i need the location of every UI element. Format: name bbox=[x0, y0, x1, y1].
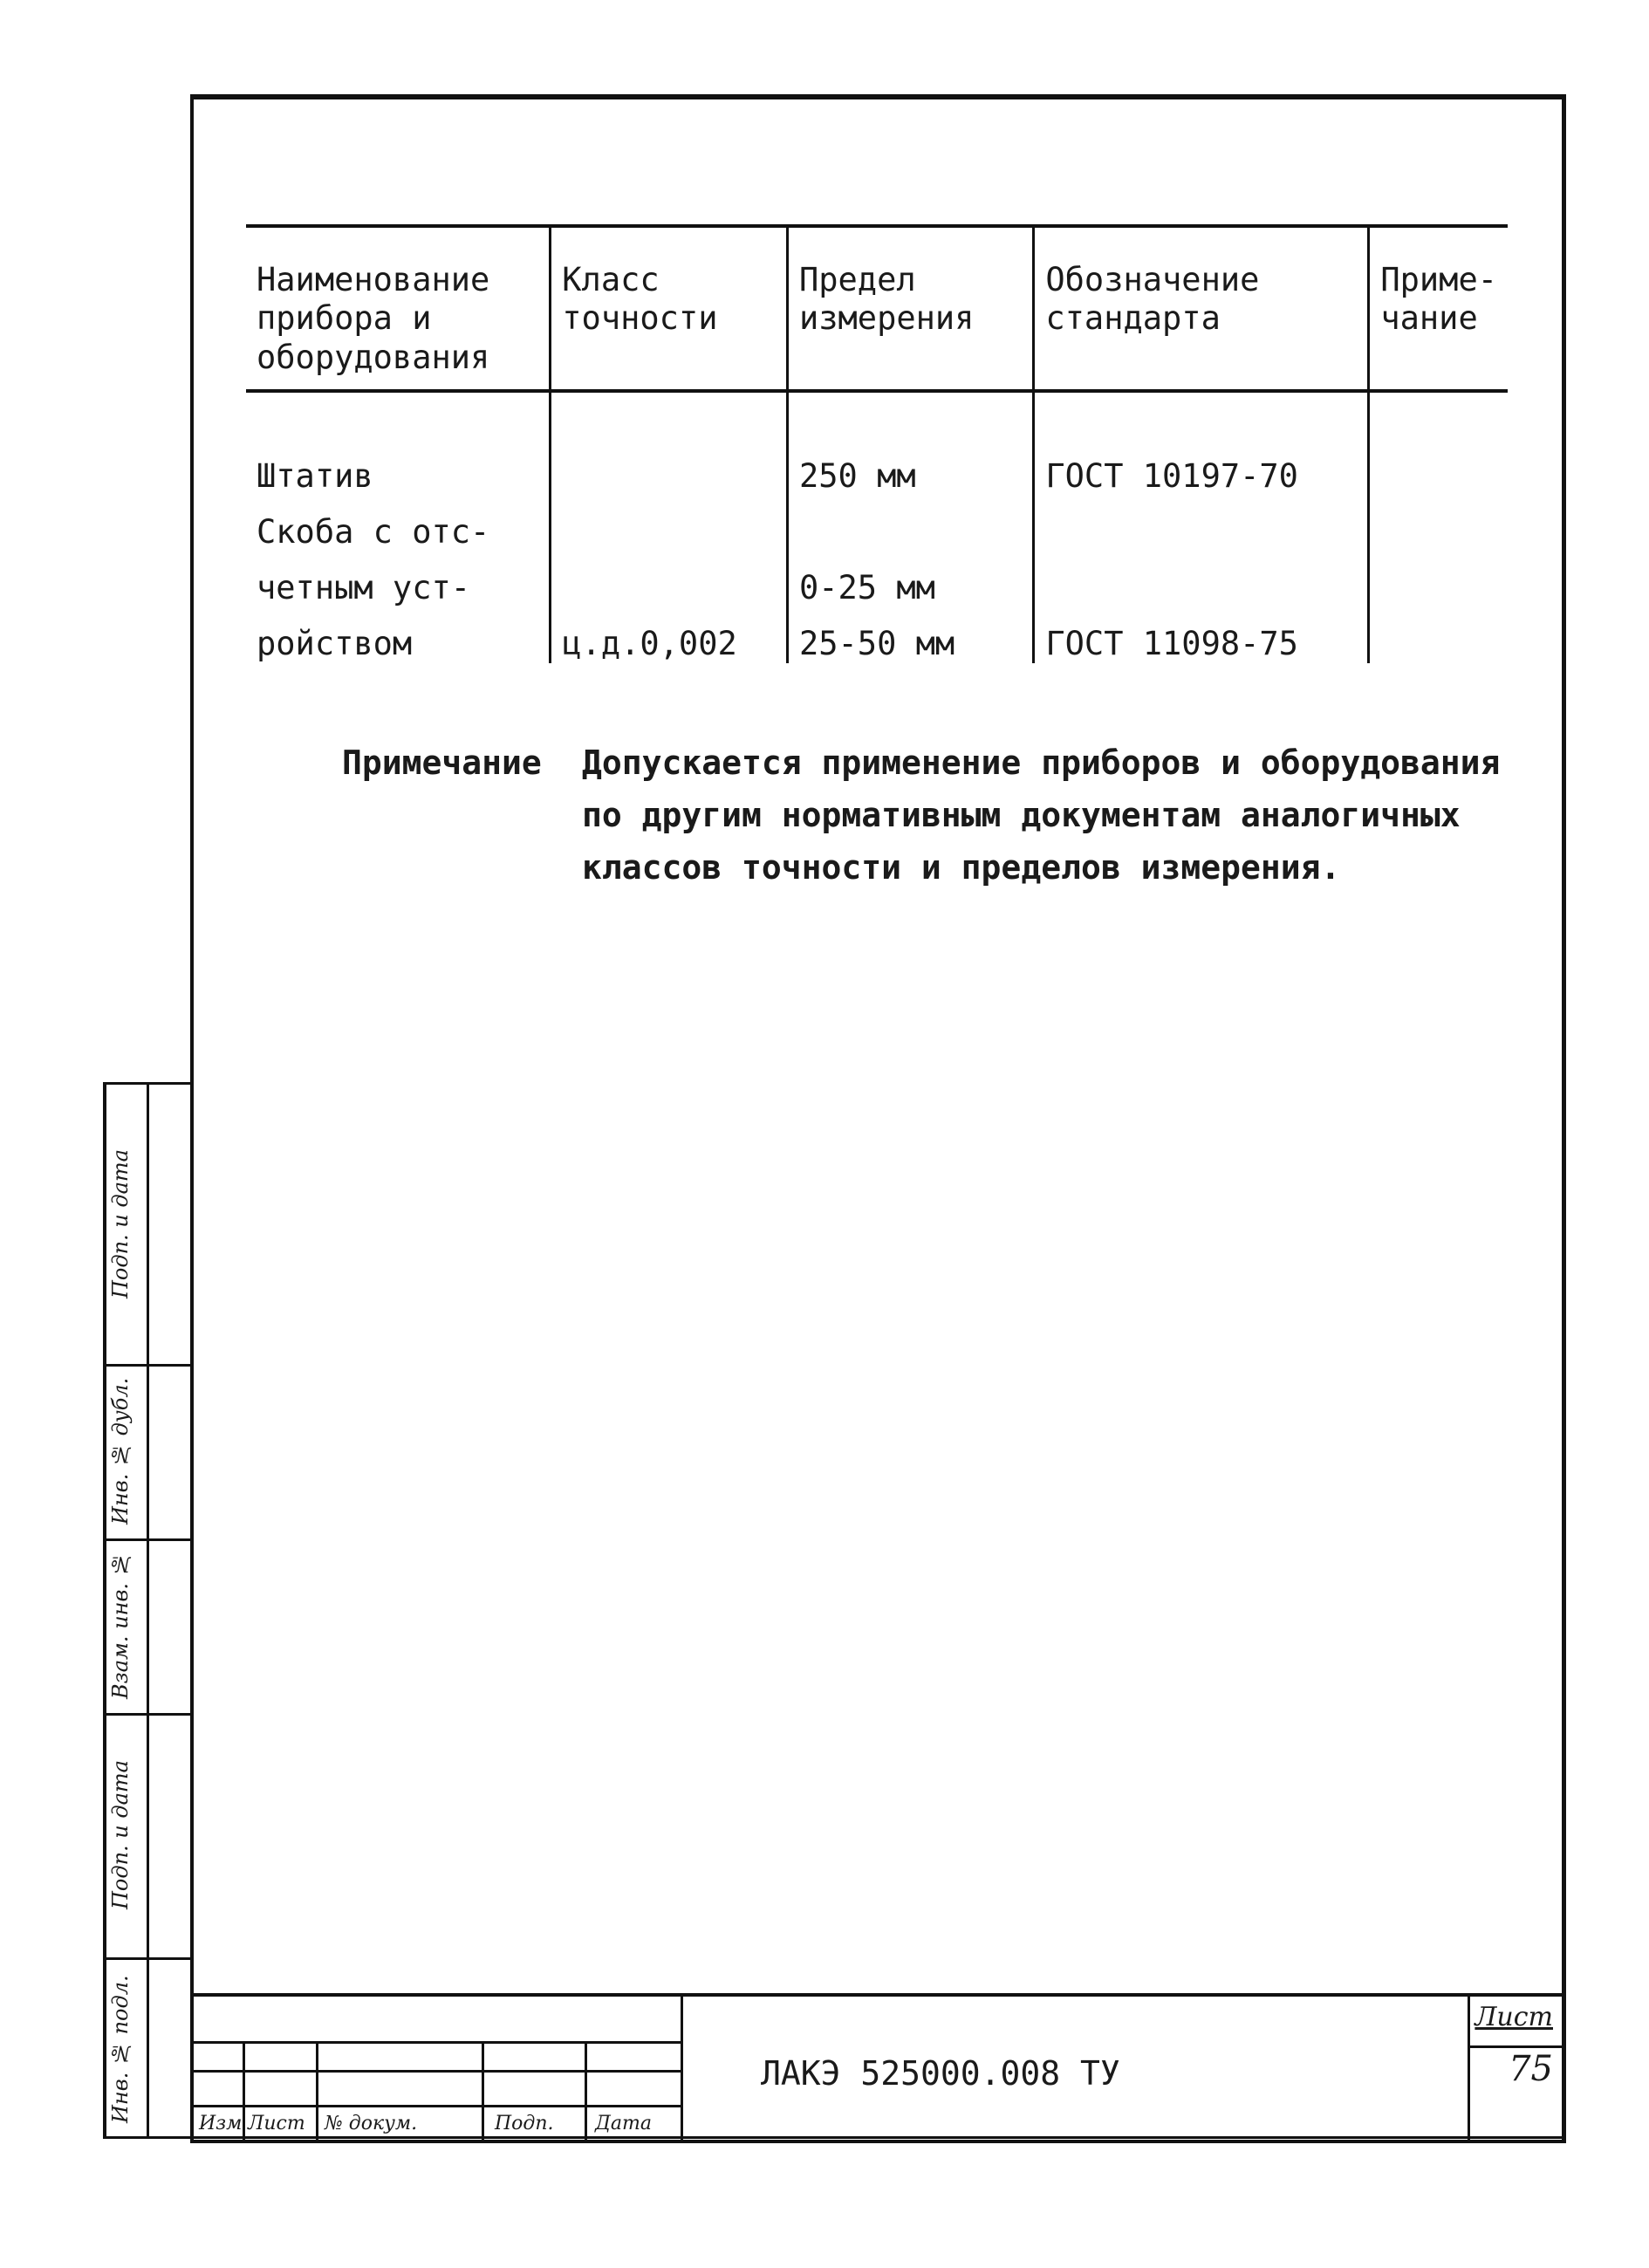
equipment-table bbox=[246, 224, 1508, 663]
cell-limit: 0-25 мм bbox=[787, 552, 1033, 607]
cell-limit: 250 мм bbox=[787, 391, 1033, 496]
note-block bbox=[342, 737, 1520, 894]
cell-note bbox=[1369, 391, 1508, 496]
table-header-row bbox=[246, 226, 1508, 391]
cell-name: Скоба с отс- bbox=[257, 512, 490, 551]
cell-standard bbox=[1034, 552, 1369, 607]
note-label: Примечание bbox=[342, 743, 542, 782]
cell-standard: ГОСТ 10197-70 bbox=[1034, 391, 1369, 496]
table-row bbox=[246, 496, 1508, 552]
side-label-orig-inv: Инв. № подл. bbox=[108, 1975, 133, 2123]
header-standard: Обозначение стандарта bbox=[1034, 226, 1369, 391]
note-text: Допускается применение приборов и оборудования по другим нормативным документам аналогичных классов точности и пределов измерения. bbox=[582, 743, 1501, 887]
title-block bbox=[194, 1993, 1562, 2140]
cell-limit: 25-50 мм bbox=[787, 607, 1033, 663]
cell-limit bbox=[787, 496, 1033, 552]
sheet-label: Лист bbox=[1475, 2002, 1553, 2032]
side-label-repl-inv: Взам. инв. № bbox=[108, 1552, 133, 1700]
cell-note bbox=[1369, 552, 1508, 607]
cell-accuracy: ц.д.0,002 bbox=[551, 607, 788, 663]
document-sheet bbox=[190, 94, 1566, 2143]
cell-name: четным уст- bbox=[257, 568, 471, 606]
bottom-border bbox=[103, 2136, 1562, 2139]
side-label-sign-date-1: Подп. и дата bbox=[108, 1149, 133, 1299]
cell-note bbox=[1369, 496, 1508, 552]
cell-accuracy bbox=[551, 391, 788, 496]
cell-name: Штатив bbox=[257, 456, 373, 495]
side-label-sign-date-2: Подп. и дата bbox=[108, 1760, 133, 1910]
sig-sheet: Лист bbox=[248, 2113, 305, 2134]
document-code: ЛАКЭ 525000.008 ТУ bbox=[761, 2054, 1120, 2093]
header-note: Приме- чание bbox=[1369, 226, 1508, 391]
cell-name: ройством bbox=[257, 624, 413, 662]
sig-signature: Подп. bbox=[495, 2113, 554, 2134]
header-name: Наименование прибора и оборудования bbox=[246, 226, 551, 391]
cell-note bbox=[1369, 607, 1508, 663]
table-row bbox=[246, 607, 1508, 663]
sig-change: Изм bbox=[199, 2113, 243, 2134]
side-stamp-strip bbox=[103, 1082, 190, 2136]
cell-standard: ГОСТ 11098-75 bbox=[1034, 607, 1369, 663]
table-row bbox=[246, 391, 1508, 496]
sheet-number: 75 bbox=[1509, 2049, 1553, 2089]
side-label-dup-inv: Инв. № дубл. bbox=[108, 1377, 133, 1525]
cell-standard bbox=[1034, 496, 1369, 552]
cell-accuracy bbox=[551, 552, 788, 607]
table-row bbox=[246, 552, 1508, 607]
header-accuracy-class: Класс точности bbox=[551, 226, 788, 391]
cell-accuracy bbox=[551, 496, 788, 552]
sig-doc-number: № докум. bbox=[325, 2113, 418, 2134]
sig-date: Дата bbox=[595, 2113, 652, 2134]
header-measurement-limit: Предел измерения bbox=[787, 226, 1033, 391]
